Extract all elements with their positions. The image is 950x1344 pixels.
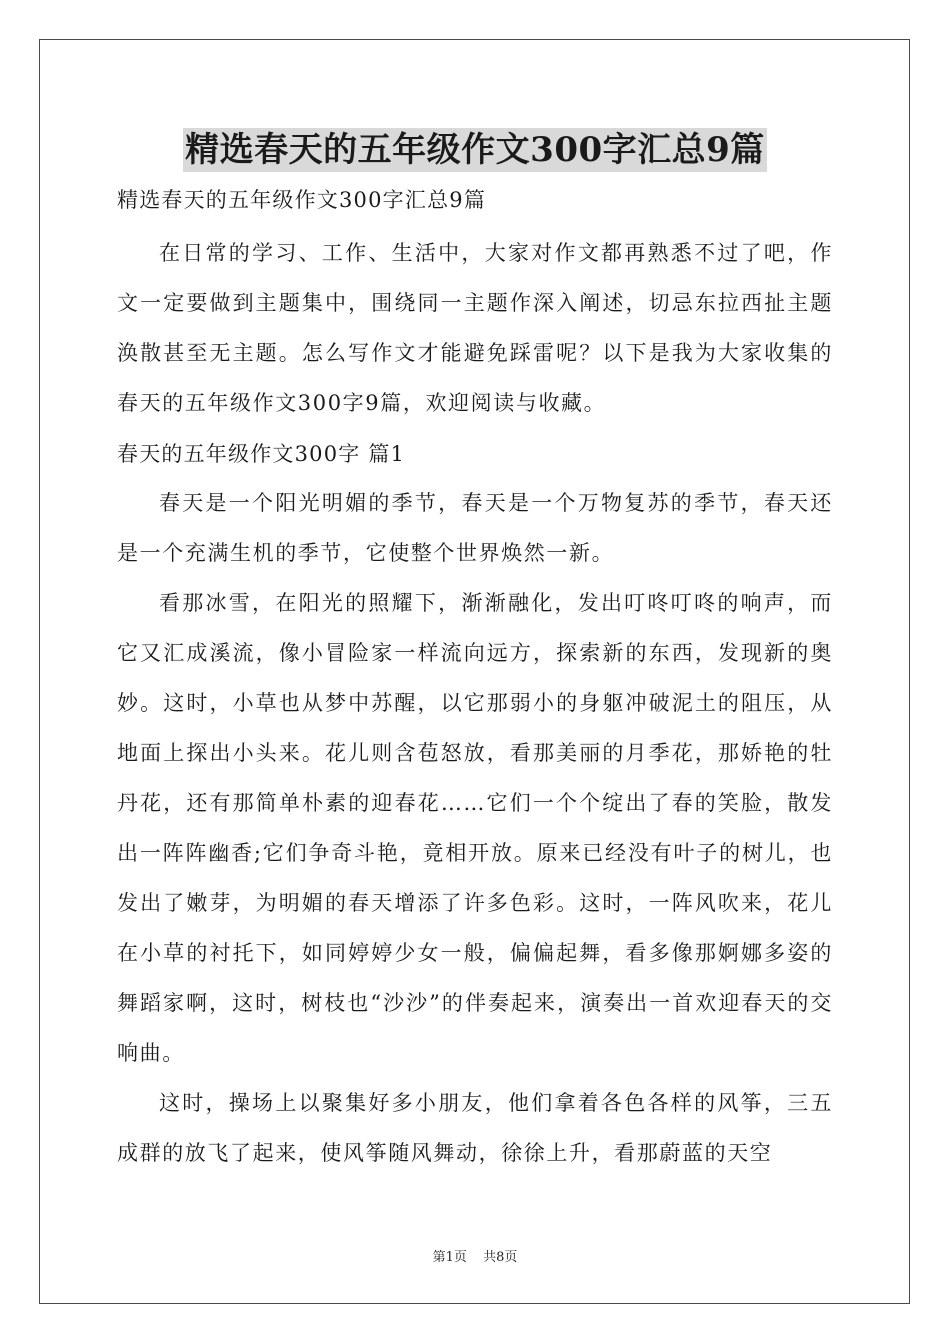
page-number: 第1页: [432, 1250, 467, 1265]
page-total: 共8页: [483, 1250, 518, 1265]
spacer: [117, 220, 833, 228]
title-container: [0, 128, 950, 172]
intro-paragraph: 在日常的学习、工作、生活中，大家对作文都再熟悉不过了吧，作文一定要做到主题集中，围绕同一主题作深入阐述，切忌东拉西扯主题涣散甚至无主题。怎么写作文才能避免踩雷呢？以下是我为大家收集的春天的五年级作文300字9篇，欢迎阅读与收藏。: [117, 241, 833, 415]
document-subtitle: 精选春天的五年级作文300字汇总9篇: [117, 188, 487, 212]
section-heading: 春天的五年级作文300字 篇1: [117, 442, 406, 466]
body-paragraph-1: 春天是一个阳光明媚的季节，春天是一个万物复苏的季节，春天还是一个充满生机的季节，它使整个世界焕然一新。: [117, 491, 833, 565]
document-body: [117, 180, 833, 1178]
body-paragraph-3: 这时，操场上以聚集好多小朋友，他们拿着各色各样的风筝，三五成群的放飞了起来，使风筝随风舞动，徐徐上升，看那蔚蓝的天空: [117, 1091, 833, 1165]
document-title: 精选春天的五年级作文300字汇总9篇: [185, 130, 765, 170]
page-footer: [0, 1246, 950, 1265]
body-paragraph-2: 看那冰雪，在阳光的照耀下，渐渐融化，发出叮咚叮咚的响声，而它又汇成溪流，像小冒险家一样流向远方，探索新的东西，发现新的奥妙。这时，小草也从梦中苏醒，以它那弱小的身躯冲破泥土的阻压，从地面上探出小头来。花儿则含苞怒放，看那美丽的月季花，那娇艳的牡丹花，还有那简单朴素的迎春花……它们一个个绽出了春的笑脸，散发出一阵阵幽香;它们争奇斗艳，竟相开放。原来已经没有叶子的树儿，也发出了嫩芽，为明媚的春天增添了许多色彩。这时，一阵风吹来，花儿在小草的衬托下，如同婷婷少女一般，偏偏起舞，看多像那婀娜多姿的舞蹈家啊，这时，树枝也“沙沙”的伴奏起来，演奏出一首欢迎春天的交响曲。: [117, 591, 833, 1065]
